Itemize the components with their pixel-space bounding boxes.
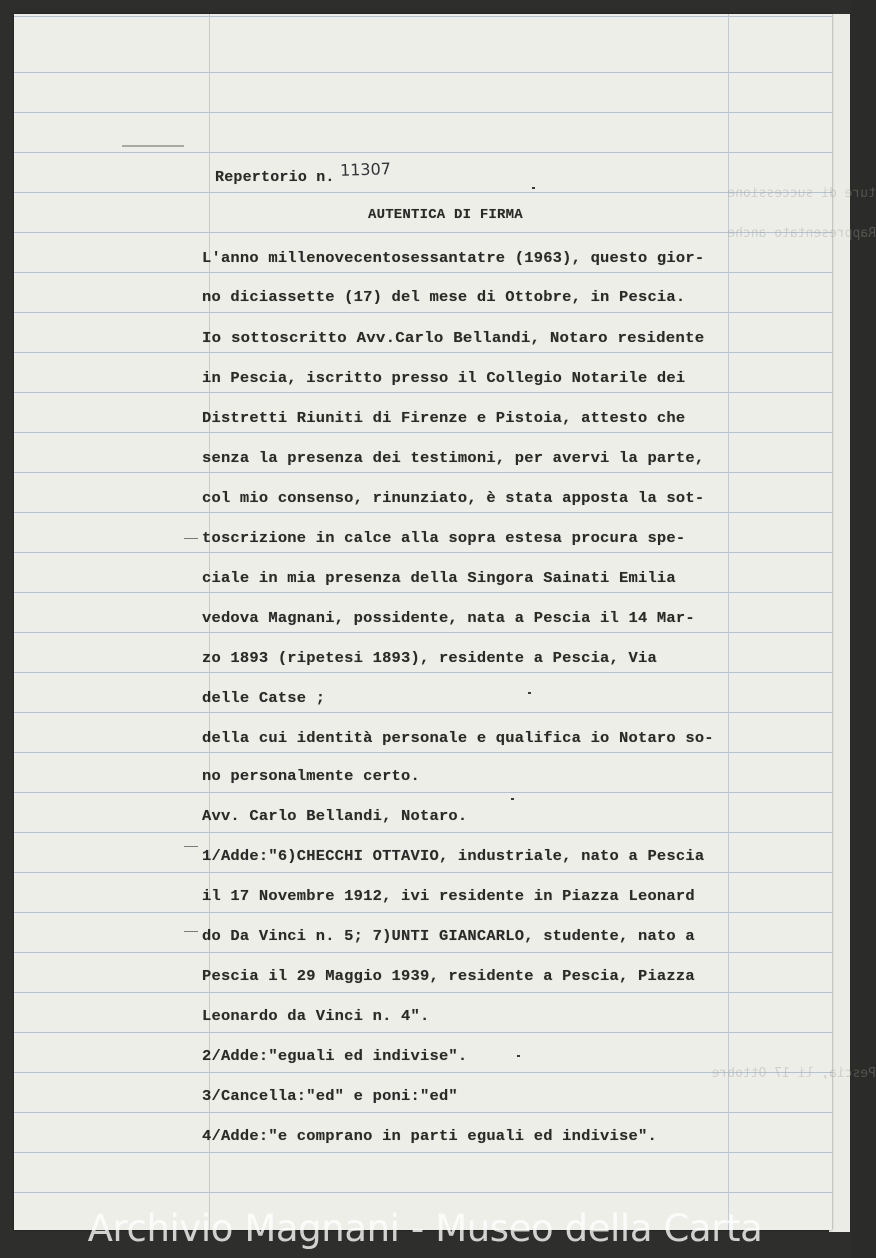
ink-dot: [511, 798, 514, 800]
body-line: ciale in mia presenza della Singora Sainati Emilia: [202, 570, 676, 587]
body-line: delle Catse ;: [202, 690, 326, 707]
body-line: toscrizione in calce alla sopra estesa procura spe-: [202, 530, 686, 547]
body-line: Distretti Riuniti di Firenze e Pistoia, attesto che: [202, 410, 686, 427]
document-title: AUTENTICA DI FIRMA: [368, 207, 523, 223]
ink-dot: [517, 1055, 520, 1057]
body-line: no diciassette (17) del mese di Ottobre, in Pescia.: [202, 289, 686, 306]
body-line: col mio consenso, rinunziato, è stata apposta la sot-: [202, 490, 705, 507]
repertorio-number: 11307: [339, 159, 392, 180]
margin-mark: [122, 145, 184, 147]
archive-watermark: Archivio Magnani - Museo della Carta: [87, 1207, 763, 1250]
body-line: in Pescia, iscritto presso il Collegio Notarile dei: [202, 370, 686, 387]
body-line: zo 1893 (ripetesi 1893), residente a Pescia, Via: [202, 650, 657, 667]
margin-tick: [184, 846, 198, 847]
body-line: vedova Magnani, possidente, nata a Pescia il 14 Mar-: [202, 610, 695, 627]
addendum-line: Pescia il 29 Maggio 1939, residente a Pescia, Piazza: [202, 968, 695, 985]
addendum-line: 2/Adde:"eguali ed indivise".: [202, 1048, 468, 1065]
body-line: senza la presenza dei testimoni, per avervi la parte,: [202, 450, 705, 467]
addendum-line: 1/Adde:"6)CHECCHI OTTAVIO, industriale, nato a Pescia: [202, 848, 705, 865]
addendum-line: 4/Adde:"e comprano in parti eguali ed indivise".: [202, 1128, 657, 1145]
body-line: Io sottoscritto Avv.Carlo Bellandi, Notaro residente: [202, 330, 705, 347]
repertorio-label: Repertorio n.: [215, 169, 335, 186]
bleed-through-text: ture di successione Rappresentato anche Pescia, li 17 Ottobre: [711, 186, 876, 1081]
ruled-paper-sheet: [14, 14, 876, 1230]
addendum-line: il 17 Novembre 1912, ivi residente in Piazza Leonard: [202, 888, 695, 905]
body-line: L'anno millenovecentosessantatre (1963), questo gior-: [202, 250, 705, 267]
body-line: della cui identità personale e qualifica io Notaro so-: [202, 730, 714, 747]
addendum-line: Leonardo da Vinci n. 4".: [202, 1008, 430, 1025]
addendum-line: 3/Cancella:"ed" e poni:"ed": [202, 1088, 458, 1105]
body-line: no personalmente certo.: [202, 768, 420, 785]
ink-dot: [528, 692, 531, 694]
ink-dot: [532, 187, 535, 189]
margin-tick: [184, 931, 198, 932]
addendum-line: do Da Vinci n. 5; 7)UNTI GIANCARLO, studente, nato a: [202, 928, 695, 945]
margin-tick: [184, 538, 198, 539]
signature-line: Avv. Carlo Bellandi, Notaro.: [202, 808, 468, 825]
